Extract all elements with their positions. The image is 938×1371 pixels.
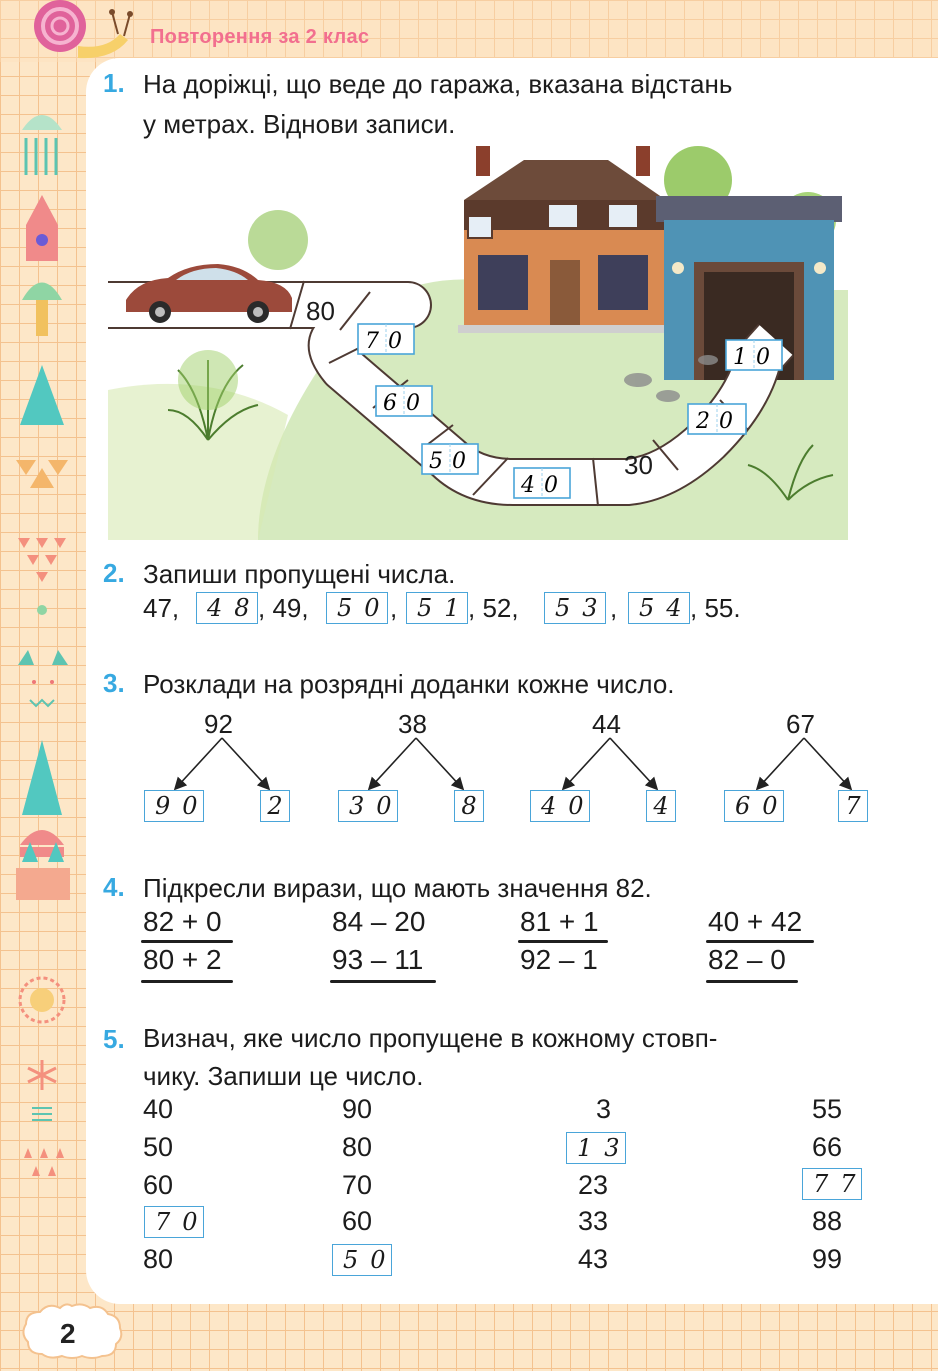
column-value: 60 <box>342 1206 373 1236</box>
sequence-answer: 54 <box>639 594 694 622</box>
decor-teal-triangle-icon <box>20 365 64 425</box>
task5-text-line2: чику. Запиши це число. <box>143 1061 424 1091</box>
expression: 93 – 11 <box>332 944 424 975</box>
ones-answer: 2 <box>267 792 283 820</box>
decor-tree-icon <box>22 283 62 337</box>
column-value: 50 <box>143 1132 174 1162</box>
path-answer-written: 70 <box>365 329 411 354</box>
column-value: 80 <box>342 1132 373 1162</box>
ones-answer-box <box>454 790 484 822</box>
missing-number-answer: 77 <box>813 1170 868 1198</box>
sequence-answer-box <box>406 592 472 624</box>
sequence-answer-box <box>628 592 694 624</box>
path-label-printed: 30 <box>624 450 653 480</box>
header-band <box>0 0 938 62</box>
decor-asterisk-icon <box>28 1060 56 1090</box>
garage-path-illustration <box>108 140 848 540</box>
sequence-number: , 55. <box>690 593 741 623</box>
task3-title: Розклади на розрядні доданки кожне число. <box>143 669 675 699</box>
snail-icon <box>8 0 138 62</box>
page-header-title: Повторення за 2 клас <box>150 26 370 48</box>
column-value: 60 <box>143 1170 174 1200</box>
task5-number: 5. <box>103 1024 125 1054</box>
decor-jellyfish-icon <box>22 115 62 175</box>
expression: 82 – 0 <box>708 944 786 975</box>
decor-sun-icon <box>20 978 64 1022</box>
column-value: 43 <box>578 1244 609 1274</box>
task3-number: 3. <box>103 668 125 698</box>
expression: 40 + 42 <box>708 906 803 937</box>
sequence-answer-box <box>544 592 610 624</box>
column-value: 55 <box>812 1094 843 1124</box>
tens-answer-box <box>338 790 404 822</box>
path-answer-box <box>514 468 570 498</box>
path-answer-written: 60 <box>383 391 429 416</box>
column-value: 3 <box>596 1094 612 1124</box>
tens-answer: 30 <box>349 792 404 820</box>
ones-answer-box <box>260 790 290 822</box>
sequence-answer: 50 <box>337 594 392 622</box>
number-to-decompose: 38 <box>398 709 427 739</box>
decor-dot-icon <box>37 605 47 615</box>
underline-mark <box>518 940 608 943</box>
tens-answer: 90 <box>155 792 210 820</box>
underline-mark <box>141 980 233 983</box>
path-answer-box <box>376 386 432 416</box>
sequence-answer: 48 <box>207 594 262 622</box>
missing-number-box <box>566 1132 632 1164</box>
tens-answer-box <box>530 790 596 822</box>
ones-answer-box <box>838 790 868 822</box>
tens-answer-box <box>724 790 790 822</box>
sequence-number: , <box>390 593 398 623</box>
decor-face-icon <box>16 460 68 488</box>
task1-text-line2: у метрах. Віднови записи. <box>143 109 456 139</box>
missing-number-answer: 50 <box>343 1246 398 1274</box>
decor-lines-icon <box>32 1108 52 1120</box>
underline-mark <box>706 980 798 983</box>
column-value: 33 <box>578 1206 609 1236</box>
path-answer-written: 10 <box>733 345 779 370</box>
number-to-decompose: 92 <box>204 709 233 739</box>
column-value: 99 <box>812 1244 843 1274</box>
task1-text-line1: На доріжці, що веде до гаража, вказана відстань <box>143 69 733 99</box>
expression: 82 + 0 <box>143 906 222 937</box>
task5-text-line1: Визнач, яке число пропущене в кожному стовп- <box>143 1023 718 1053</box>
path-label-printed: 80 <box>306 296 335 326</box>
decor-teal-triangle-icon <box>22 740 62 815</box>
side-decoration <box>0 90 86 1290</box>
expression: 81 + 1 <box>520 906 599 937</box>
path-answer-box <box>726 340 782 370</box>
task4-title: Підкресли вирази, що мають значення 82. <box>143 873 652 903</box>
column-value: 90 <box>342 1094 373 1124</box>
decor-rocket-icon <box>26 195 58 261</box>
path-answer-written: 50 <box>429 449 475 474</box>
missing-number-box <box>144 1206 210 1238</box>
underline-mark <box>141 940 233 943</box>
underline-mark <box>330 980 436 983</box>
number-to-decompose: 44 <box>592 709 621 739</box>
task4-number: 4. <box>103 872 125 902</box>
ones-answer: 8 <box>461 792 477 820</box>
expression: 84 – 20 <box>332 906 426 937</box>
task2-title: Запиши пропущені числа. <box>143 559 456 589</box>
sequence-answer-box <box>196 592 262 624</box>
column-value: 80 <box>143 1244 174 1274</box>
sequence-number: , <box>610 593 618 623</box>
tens-answer: 40 <box>541 792 596 820</box>
expression: 80 + 2 <box>143 944 222 975</box>
path-answer-written: 40 <box>521 473 567 498</box>
column-value: 88 <box>812 1206 843 1236</box>
missing-number-box <box>332 1244 398 1276</box>
path-answer-box <box>358 324 414 354</box>
decor-cat-icon <box>18 650 68 706</box>
sequence-number: 47, <box>143 593 180 623</box>
ones-answer: 7 <box>845 792 861 820</box>
column-value: 70 <box>342 1170 373 1200</box>
column-value: 66 <box>812 1132 843 1162</box>
sequence-number: , 52, <box>468 593 519 623</box>
task1-number: 1. <box>103 68 125 98</box>
expression: 92 – 1 <box>520 944 598 975</box>
tens-answer: 60 <box>735 792 790 820</box>
column-value: 23 <box>578 1170 609 1200</box>
sequence-answer: 53 <box>555 594 610 622</box>
tens-answer-box <box>144 790 210 822</box>
ones-answer-box <box>646 790 676 822</box>
column-value: 40 <box>143 1094 174 1124</box>
number-to-decompose: 67 <box>786 709 815 739</box>
sequence-answer-box <box>326 592 392 624</box>
missing-number-box <box>802 1168 868 1200</box>
page-number: 2 <box>60 1318 76 1349</box>
path-answer-box <box>688 404 746 434</box>
path-answer-written: 20 <box>696 409 742 434</box>
path-answer-box <box>422 444 478 474</box>
ones-answer: 4 <box>653 792 669 820</box>
missing-number-answer: 70 <box>155 1208 210 1236</box>
decor-small-triangles-icon <box>24 1148 64 1176</box>
underline-mark <box>706 940 814 943</box>
sequence-number: , 49, <box>258 593 309 623</box>
decor-triangles-icon <box>18 538 66 582</box>
missing-number-answer: 13 <box>577 1134 632 1162</box>
task2-number: 2. <box>103 558 125 588</box>
sequence-answer: 51 <box>417 594 472 622</box>
decor-half-circle-icon <box>20 830 64 845</box>
